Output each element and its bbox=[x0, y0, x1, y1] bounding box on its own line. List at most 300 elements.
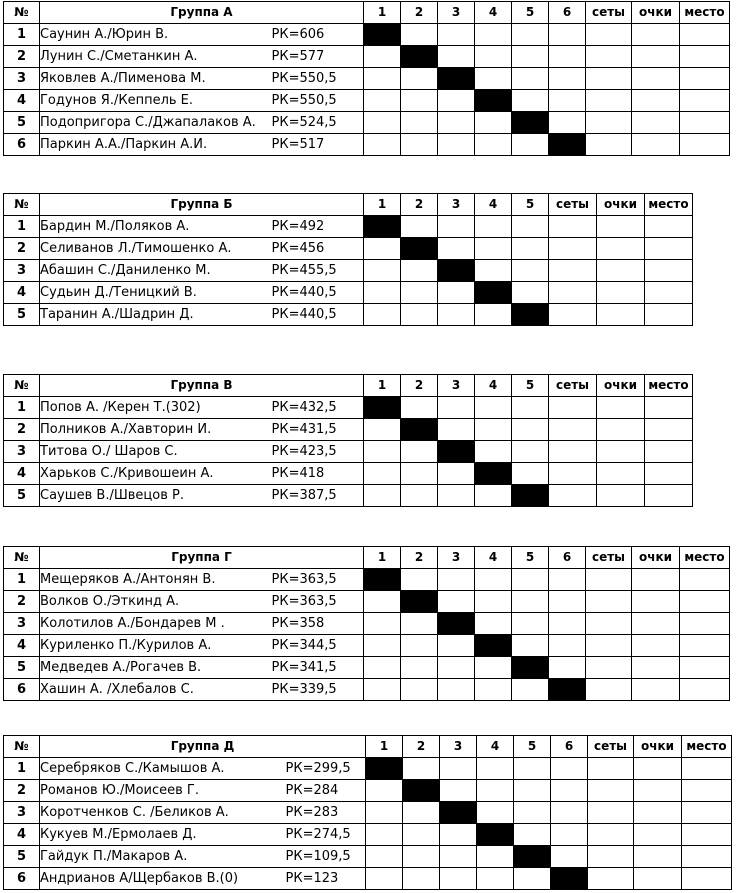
match-score-cell[interactable] bbox=[549, 613, 586, 635]
match-score-cell[interactable] bbox=[512, 90, 549, 112]
match-score-cell[interactable] bbox=[438, 134, 475, 156]
place-cell[interactable] bbox=[645, 485, 693, 507]
match-score-cell[interactable] bbox=[475, 216, 512, 238]
player-number: 6 bbox=[4, 679, 40, 701]
match-score-cell[interactable] bbox=[401, 68, 438, 90]
sets-cell[interactable] bbox=[586, 46, 632, 68]
match-score-cell[interactable] bbox=[364, 46, 401, 68]
points-cell[interactable] bbox=[634, 824, 682, 846]
player-rating: РК=109,5 bbox=[286, 846, 366, 868]
match-score-cell[interactable] bbox=[440, 824, 477, 846]
match-score-cell[interactable] bbox=[366, 824, 403, 846]
points-cell[interactable] bbox=[632, 657, 680, 679]
points-cell[interactable] bbox=[597, 419, 645, 441]
points-cell[interactable] bbox=[632, 591, 680, 613]
match-score-cell[interactable] bbox=[475, 238, 512, 260]
match-score-cell[interactable] bbox=[438, 304, 475, 326]
player-row bbox=[4, 657, 730, 679]
match-score-cell[interactable] bbox=[438, 46, 475, 68]
player-number: 4 bbox=[4, 90, 40, 112]
sets-cell[interactable] bbox=[549, 397, 597, 419]
match-score-cell[interactable] bbox=[438, 569, 475, 591]
opponent-column-header: 3 bbox=[438, 2, 475, 24]
match-score-cell[interactable] bbox=[475, 304, 512, 326]
sets-cell[interactable] bbox=[549, 216, 597, 238]
player-row bbox=[4, 868, 732, 890]
match-score-cell[interactable] bbox=[514, 824, 551, 846]
match-score-cell[interactable] bbox=[401, 441, 438, 463]
match-score-cell[interactable] bbox=[403, 868, 440, 890]
player-row bbox=[4, 679, 730, 701]
sets-cell[interactable] bbox=[549, 441, 597, 463]
sets-cell[interactable] bbox=[586, 24, 632, 46]
match-score-cell[interactable] bbox=[438, 463, 475, 485]
points-cell[interactable] bbox=[632, 46, 680, 68]
sets-cell[interactable] bbox=[549, 463, 597, 485]
points-header: очки bbox=[597, 194, 645, 216]
player-rating: РК=344,5 bbox=[272, 635, 364, 657]
player-rating: РК=455,5 bbox=[272, 260, 364, 282]
player-pair-name: Романов Ю./Моисеев Г. bbox=[40, 780, 286, 802]
match-score-cell[interactable] bbox=[401, 485, 438, 507]
match-score-cell[interactable] bbox=[549, 657, 586, 679]
points-cell[interactable] bbox=[597, 397, 645, 419]
match-score-cell[interactable] bbox=[403, 802, 440, 824]
place-cell[interactable] bbox=[680, 613, 730, 635]
sets-cell[interactable] bbox=[586, 657, 632, 679]
points-cell[interactable] bbox=[597, 260, 645, 282]
match-score-cell[interactable] bbox=[364, 463, 401, 485]
self-match-blocked-cell bbox=[512, 485, 549, 507]
points-cell[interactable] bbox=[597, 238, 645, 260]
match-score-cell[interactable] bbox=[475, 679, 512, 701]
match-score-cell[interactable] bbox=[512, 397, 549, 419]
sets-cell[interactable] bbox=[586, 591, 632, 613]
match-score-cell[interactable] bbox=[401, 90, 438, 112]
player-row bbox=[4, 282, 693, 304]
player-number: 1 bbox=[4, 569, 40, 591]
self-match-blocked-cell bbox=[438, 260, 475, 282]
match-score-cell[interactable] bbox=[366, 868, 403, 890]
match-score-cell[interactable] bbox=[364, 635, 401, 657]
match-score-cell[interactable] bbox=[440, 868, 477, 890]
place-cell[interactable] bbox=[682, 780, 732, 802]
match-score-cell[interactable] bbox=[514, 758, 551, 780]
player-rating: РК=432,5 bbox=[272, 397, 364, 419]
match-score-cell[interactable] bbox=[475, 46, 512, 68]
match-score-cell[interactable] bbox=[477, 868, 514, 890]
player-number: 1 bbox=[4, 216, 40, 238]
points-cell[interactable] bbox=[597, 304, 645, 326]
points-cell[interactable] bbox=[597, 282, 645, 304]
match-score-cell[interactable] bbox=[364, 304, 401, 326]
match-score-cell[interactable] bbox=[551, 846, 588, 868]
match-score-cell[interactable] bbox=[364, 591, 401, 613]
number-header: № bbox=[4, 194, 40, 216]
match-score-cell[interactable] bbox=[512, 635, 549, 657]
match-score-cell[interactable] bbox=[438, 238, 475, 260]
match-score-cell[interactable] bbox=[512, 282, 549, 304]
sets-cell[interactable] bbox=[588, 802, 634, 824]
sets-header: сеты bbox=[588, 736, 634, 758]
match-score-cell[interactable] bbox=[475, 657, 512, 679]
player-pair-name: Селиванов Л./Тимошенко А. bbox=[40, 238, 272, 260]
match-score-cell[interactable] bbox=[364, 134, 401, 156]
opponent-column-header: 1 bbox=[364, 547, 401, 569]
player-row bbox=[4, 824, 732, 846]
sets-header: сеты bbox=[586, 547, 632, 569]
sets-cell[interactable] bbox=[586, 569, 632, 591]
sets-cell[interactable] bbox=[588, 824, 634, 846]
player-pair-name: Титова О./ Шаров С. bbox=[40, 441, 272, 463]
points-cell[interactable] bbox=[632, 613, 680, 635]
opponent-column-header: 4 bbox=[475, 547, 512, 569]
place-cell[interactable] bbox=[680, 134, 730, 156]
points-cell[interactable] bbox=[597, 485, 645, 507]
points-cell[interactable] bbox=[632, 112, 680, 134]
match-score-cell[interactable] bbox=[401, 463, 438, 485]
place-cell[interactable] bbox=[682, 868, 732, 890]
match-score-cell[interactable] bbox=[401, 304, 438, 326]
match-score-cell[interactable] bbox=[438, 419, 475, 441]
sets-cell[interactable] bbox=[586, 112, 632, 134]
match-score-cell[interactable] bbox=[364, 441, 401, 463]
place-cell[interactable] bbox=[680, 635, 730, 657]
player-rating: РК=492 bbox=[272, 216, 364, 238]
match-score-cell[interactable] bbox=[403, 758, 440, 780]
points-cell[interactable] bbox=[634, 868, 682, 890]
place-header: место bbox=[682, 736, 732, 758]
place-cell[interactable] bbox=[645, 463, 693, 485]
match-score-cell[interactable] bbox=[512, 463, 549, 485]
match-score-cell[interactable] bbox=[366, 846, 403, 868]
self-match-blocked-cell bbox=[475, 635, 512, 657]
points-header: очки bbox=[634, 736, 682, 758]
match-score-cell[interactable] bbox=[364, 613, 401, 635]
place-cell[interactable] bbox=[682, 824, 732, 846]
sets-cell[interactable] bbox=[586, 679, 632, 701]
points-cell[interactable] bbox=[634, 780, 682, 802]
points-cell[interactable] bbox=[632, 635, 680, 657]
player-row bbox=[4, 613, 730, 635]
match-score-cell[interactable] bbox=[401, 24, 438, 46]
sets-cell[interactable] bbox=[549, 485, 597, 507]
place-cell[interactable] bbox=[680, 591, 730, 613]
opponent-column-header: 6 bbox=[549, 2, 586, 24]
self-match-blocked-cell bbox=[401, 419, 438, 441]
points-cell[interactable] bbox=[634, 802, 682, 824]
player-number: 2 bbox=[4, 46, 40, 68]
match-score-cell[interactable] bbox=[512, 419, 549, 441]
opponent-column-header: 2 bbox=[401, 547, 438, 569]
player-pair-name: Саунин А./Юрин В. bbox=[40, 24, 272, 46]
match-score-cell[interactable] bbox=[475, 112, 512, 134]
points-cell[interactable] bbox=[597, 463, 645, 485]
player-number: 3 bbox=[4, 802, 40, 824]
match-score-cell[interactable] bbox=[364, 485, 401, 507]
opponent-column-header: 6 bbox=[549, 547, 586, 569]
player-row bbox=[4, 780, 732, 802]
player-row bbox=[4, 304, 693, 326]
match-score-cell[interactable] bbox=[438, 657, 475, 679]
player-number: 3 bbox=[4, 68, 40, 90]
sets-cell[interactable] bbox=[586, 635, 632, 657]
match-score-cell[interactable] bbox=[475, 441, 512, 463]
place-cell[interactable] bbox=[680, 112, 730, 134]
place-cell[interactable] bbox=[645, 304, 693, 326]
self-match-blocked-cell bbox=[512, 112, 549, 134]
player-pair-name: Лунин С./Сметанкин А. bbox=[40, 46, 272, 68]
player-pair-name: Коротченков С. /Беликов А. bbox=[40, 802, 286, 824]
match-score-cell[interactable] bbox=[549, 46, 586, 68]
match-score-cell[interactable] bbox=[477, 846, 514, 868]
player-rating: РК=339,5 bbox=[272, 679, 364, 701]
match-score-cell[interactable] bbox=[514, 868, 551, 890]
match-score-cell[interactable] bbox=[549, 24, 586, 46]
place-cell[interactable] bbox=[682, 846, 732, 868]
match-score-cell[interactable] bbox=[512, 134, 549, 156]
match-score-cell[interactable] bbox=[512, 238, 549, 260]
match-score-cell[interactable] bbox=[477, 802, 514, 824]
match-score-cell[interactable] bbox=[438, 282, 475, 304]
match-score-cell[interactable] bbox=[549, 112, 586, 134]
match-score-cell[interactable] bbox=[364, 238, 401, 260]
points-cell[interactable] bbox=[632, 68, 680, 90]
match-score-cell[interactable] bbox=[475, 397, 512, 419]
sets-cell[interactable] bbox=[588, 758, 634, 780]
match-score-cell[interactable] bbox=[401, 569, 438, 591]
sets-cell[interactable] bbox=[549, 282, 597, 304]
match-score-cell[interactable] bbox=[551, 780, 588, 802]
player-pair-name: Подопригора С./Джапалаков А. bbox=[40, 112, 272, 134]
match-score-cell[interactable] bbox=[403, 824, 440, 846]
match-score-cell[interactable] bbox=[438, 397, 475, 419]
match-score-cell[interactable] bbox=[549, 635, 586, 657]
points-cell[interactable] bbox=[632, 24, 680, 46]
place-cell[interactable] bbox=[680, 68, 730, 90]
place-cell[interactable] bbox=[645, 282, 693, 304]
player-row bbox=[4, 758, 732, 780]
match-score-cell[interactable] bbox=[512, 46, 549, 68]
match-score-cell[interactable] bbox=[549, 90, 586, 112]
match-score-cell[interactable] bbox=[475, 485, 512, 507]
match-score-cell[interactable] bbox=[364, 68, 401, 90]
match-score-cell[interactable] bbox=[438, 216, 475, 238]
place-cell[interactable] bbox=[645, 260, 693, 282]
match-score-cell[interactable] bbox=[514, 780, 551, 802]
match-score-cell[interactable] bbox=[438, 485, 475, 507]
place-cell[interactable] bbox=[645, 216, 693, 238]
points-cell[interactable] bbox=[632, 134, 680, 156]
match-score-cell[interactable] bbox=[475, 260, 512, 282]
match-score-cell[interactable] bbox=[512, 24, 549, 46]
points-cell[interactable] bbox=[632, 569, 680, 591]
player-row bbox=[4, 216, 693, 238]
match-score-cell[interactable] bbox=[401, 216, 438, 238]
match-score-cell[interactable] bbox=[440, 758, 477, 780]
match-score-cell[interactable] bbox=[364, 419, 401, 441]
sets-cell[interactable] bbox=[586, 68, 632, 90]
points-cell[interactable] bbox=[634, 758, 682, 780]
points-cell[interactable] bbox=[597, 216, 645, 238]
match-score-cell[interactable] bbox=[440, 846, 477, 868]
match-score-cell[interactable] bbox=[512, 613, 549, 635]
player-rating: РК=423,5 bbox=[272, 441, 364, 463]
player-pair-name: Яковлев А./Пименова М. bbox=[40, 68, 272, 90]
self-match-blocked-cell bbox=[438, 613, 475, 635]
player-rating: РК=550,5 bbox=[272, 68, 364, 90]
points-cell[interactable] bbox=[632, 679, 680, 701]
place-cell[interactable] bbox=[682, 802, 732, 824]
player-row bbox=[4, 419, 693, 441]
match-score-cell[interactable] bbox=[366, 802, 403, 824]
self-match-blocked-cell bbox=[401, 591, 438, 613]
match-score-cell[interactable] bbox=[549, 68, 586, 90]
match-score-cell[interactable] bbox=[364, 282, 401, 304]
place-cell[interactable] bbox=[645, 238, 693, 260]
opponent-column-header: 2 bbox=[401, 375, 438, 397]
player-rating: РК=418 bbox=[272, 463, 364, 485]
match-score-cell[interactable] bbox=[475, 419, 512, 441]
match-score-cell[interactable] bbox=[475, 591, 512, 613]
opponent-column-header: 4 bbox=[475, 194, 512, 216]
match-score-cell[interactable] bbox=[551, 824, 588, 846]
opponent-column-header: 3 bbox=[438, 375, 475, 397]
opponent-column-header: 5 bbox=[514, 736, 551, 758]
place-cell[interactable] bbox=[680, 569, 730, 591]
match-score-cell[interactable] bbox=[477, 780, 514, 802]
match-score-cell[interactable] bbox=[440, 780, 477, 802]
match-score-cell[interactable] bbox=[403, 846, 440, 868]
sets-cell[interactable] bbox=[549, 260, 597, 282]
self-match-blocked-cell bbox=[364, 24, 401, 46]
sets-cell[interactable] bbox=[586, 134, 632, 156]
match-score-cell[interactable] bbox=[401, 134, 438, 156]
player-pair-name: Харьков С./Кривошеин А. bbox=[40, 463, 272, 485]
match-score-cell[interactable] bbox=[475, 569, 512, 591]
number-header: № bbox=[4, 547, 40, 569]
place-cell[interactable] bbox=[680, 24, 730, 46]
sets-header: сеты bbox=[549, 194, 597, 216]
group-header-row bbox=[4, 547, 730, 569]
sets-cell[interactable] bbox=[588, 780, 634, 802]
place-cell[interactable] bbox=[680, 46, 730, 68]
sets-cell[interactable] bbox=[586, 613, 632, 635]
sets-cell[interactable] bbox=[549, 419, 597, 441]
points-cell[interactable] bbox=[634, 846, 682, 868]
match-score-cell[interactable] bbox=[364, 657, 401, 679]
match-score-cell[interactable] bbox=[438, 591, 475, 613]
opponent-column-header: 1 bbox=[364, 375, 401, 397]
match-score-cell[interactable] bbox=[475, 68, 512, 90]
match-score-cell[interactable] bbox=[438, 90, 475, 112]
match-score-cell[interactable] bbox=[401, 657, 438, 679]
match-score-cell[interactable] bbox=[401, 635, 438, 657]
match-score-cell[interactable] bbox=[364, 679, 401, 701]
player-number: 1 bbox=[4, 397, 40, 419]
place-cell[interactable] bbox=[682, 758, 732, 780]
match-score-cell[interactable] bbox=[475, 24, 512, 46]
self-match-blocked-cell bbox=[477, 824, 514, 846]
match-score-cell[interactable] bbox=[401, 260, 438, 282]
opponent-column-header: 4 bbox=[475, 2, 512, 24]
player-rating: РК=524,5 bbox=[272, 112, 364, 134]
player-number: 3 bbox=[4, 613, 40, 635]
sets-cell[interactable] bbox=[588, 868, 634, 890]
match-score-cell[interactable] bbox=[364, 260, 401, 282]
place-cell[interactable] bbox=[645, 419, 693, 441]
player-number: 4 bbox=[4, 282, 40, 304]
match-score-cell[interactable] bbox=[549, 569, 586, 591]
player-rating: РК=284 bbox=[286, 780, 366, 802]
sets-header: сеты bbox=[549, 375, 597, 397]
match-score-cell[interactable] bbox=[514, 802, 551, 824]
self-match-blocked-cell bbox=[514, 846, 551, 868]
match-score-cell[interactable] bbox=[477, 758, 514, 780]
match-score-cell[interactable] bbox=[475, 613, 512, 635]
match-score-cell[interactable] bbox=[401, 679, 438, 701]
self-match-blocked-cell bbox=[438, 68, 475, 90]
match-score-cell[interactable] bbox=[364, 112, 401, 134]
match-score-cell[interactable] bbox=[438, 112, 475, 134]
match-score-cell[interactable] bbox=[512, 216, 549, 238]
player-rating: РК=606 bbox=[272, 24, 364, 46]
match-score-cell[interactable] bbox=[364, 90, 401, 112]
match-score-cell[interactable] bbox=[401, 282, 438, 304]
group-title: Группа Д bbox=[40, 736, 366, 758]
self-match-blocked-cell bbox=[475, 463, 512, 485]
match-score-cell[interactable] bbox=[512, 260, 549, 282]
match-score-cell[interactable] bbox=[475, 134, 512, 156]
place-cell[interactable] bbox=[680, 90, 730, 112]
player-rating: РК=550,5 bbox=[272, 90, 364, 112]
place-cell[interactable] bbox=[680, 679, 730, 701]
player-pair-name: Мещеряков А./Антонян В. bbox=[40, 569, 272, 591]
sets-cell[interactable] bbox=[586, 90, 632, 112]
points-cell[interactable] bbox=[597, 441, 645, 463]
match-score-cell[interactable] bbox=[401, 112, 438, 134]
match-score-cell[interactable] bbox=[512, 679, 549, 701]
match-score-cell[interactable] bbox=[512, 68, 549, 90]
match-score-cell[interactable] bbox=[438, 24, 475, 46]
match-score-cell[interactable] bbox=[438, 679, 475, 701]
match-score-cell[interactable] bbox=[366, 780, 403, 802]
match-score-cell[interactable] bbox=[512, 569, 549, 591]
match-score-cell[interactable] bbox=[512, 441, 549, 463]
match-score-cell[interactable] bbox=[512, 591, 549, 613]
match-score-cell[interactable] bbox=[401, 397, 438, 419]
sets-cell[interactable] bbox=[549, 304, 597, 326]
place-cell[interactable] bbox=[645, 441, 693, 463]
player-rating: РК=456 bbox=[272, 238, 364, 260]
sets-cell[interactable] bbox=[588, 846, 634, 868]
place-cell[interactable] bbox=[645, 397, 693, 419]
match-score-cell[interactable] bbox=[438, 635, 475, 657]
sets-cell[interactable] bbox=[549, 238, 597, 260]
player-pair-name: Куриленко П./Курилов А. bbox=[40, 635, 272, 657]
match-score-cell[interactable] bbox=[549, 591, 586, 613]
points-header: очки bbox=[632, 547, 680, 569]
match-score-cell[interactable] bbox=[401, 613, 438, 635]
self-match-blocked-cell bbox=[438, 441, 475, 463]
player-row bbox=[4, 260, 693, 282]
match-score-cell[interactable] bbox=[551, 758, 588, 780]
points-cell[interactable] bbox=[632, 90, 680, 112]
match-score-cell[interactable] bbox=[551, 802, 588, 824]
place-cell[interactable] bbox=[680, 657, 730, 679]
place-header: место bbox=[645, 194, 693, 216]
player-number: 4 bbox=[4, 463, 40, 485]
